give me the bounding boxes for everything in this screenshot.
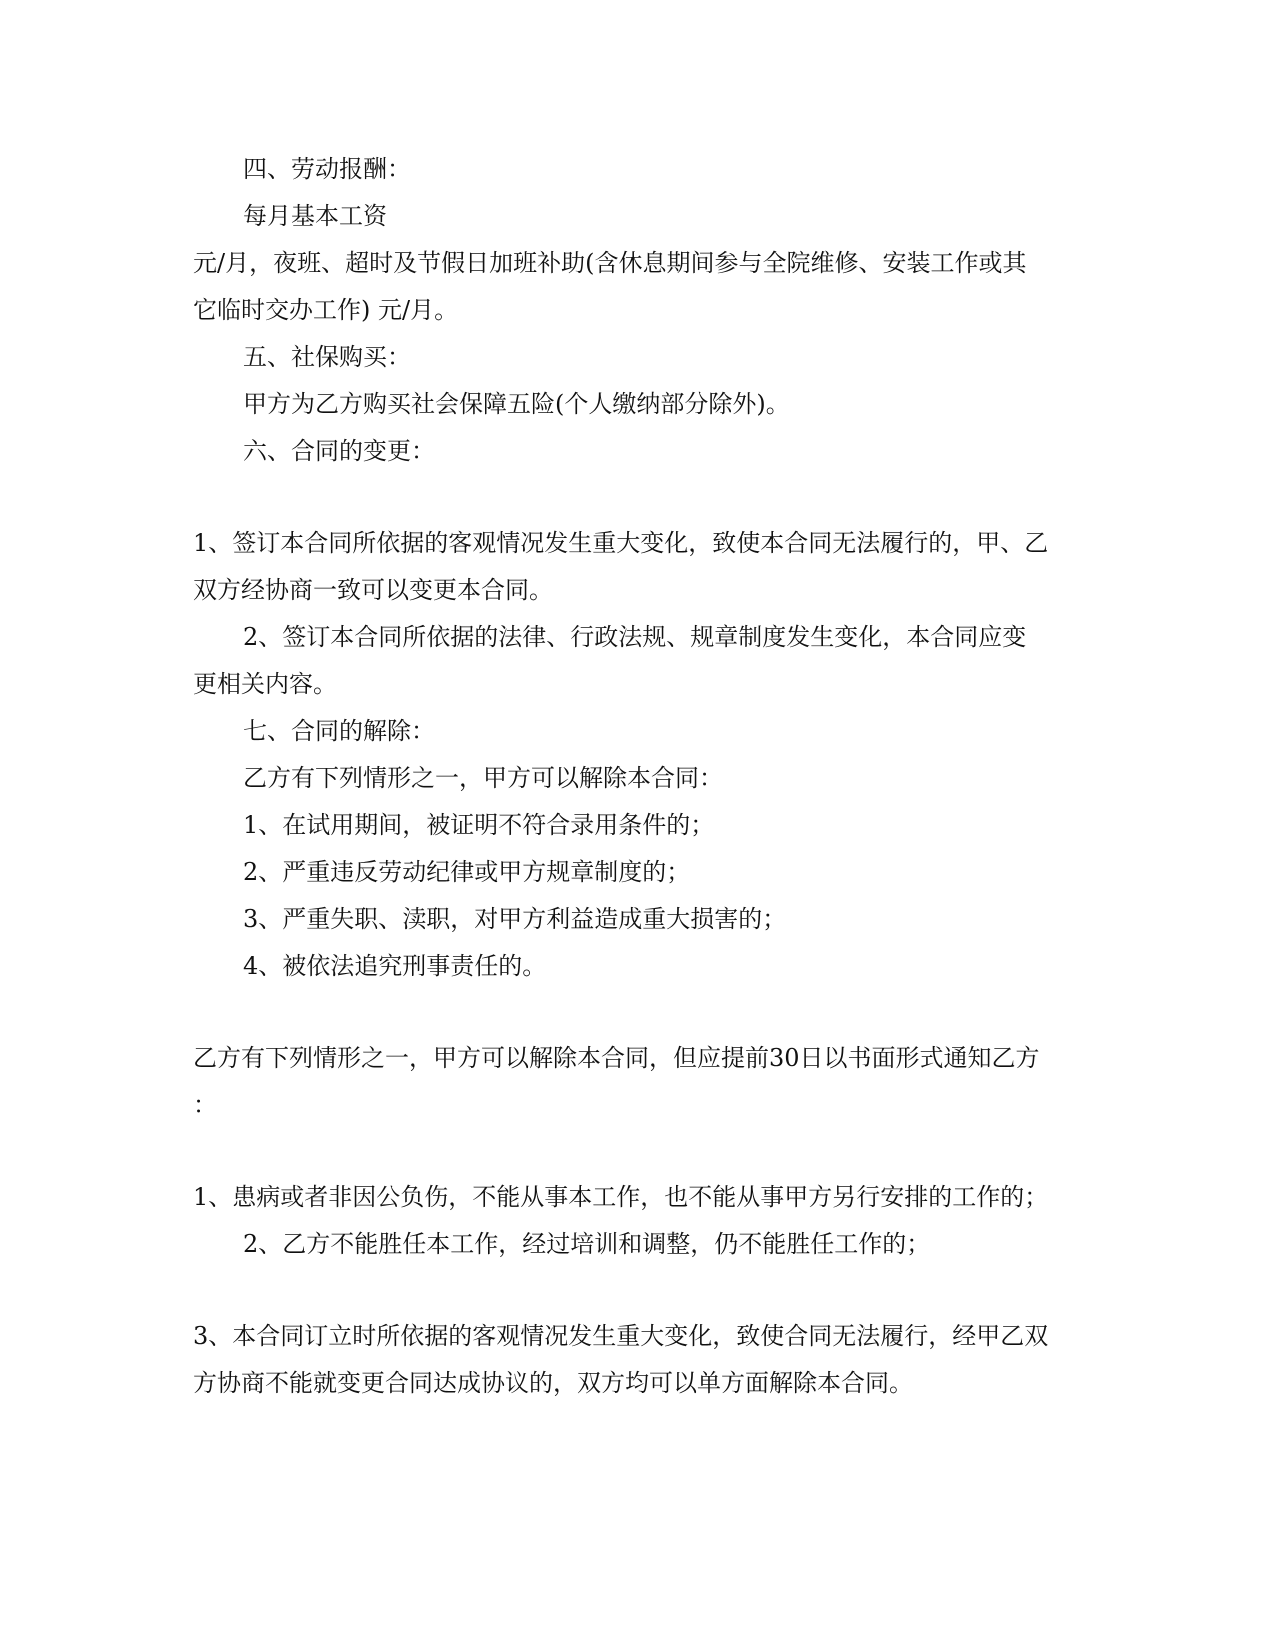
- text-line: 2、签订本合同所依据的法律、行政法规、规章制度发生变化，本合同应变: [243, 623, 1027, 651]
- list-item: 2、严重违反劳动纪律或甲方规章制度的；: [243, 858, 691, 886]
- text-line: 方协商不能就变更合同达成协议的，双方均可以单方面解除本合同。: [193, 1369, 913, 1397]
- section-heading-contract-termination: 七、合同的解除：: [243, 717, 435, 745]
- list-item: 1、患病或者非因公负伤，不能从事本工作，也不能从事甲方另行安排的工作的；: [193, 1183, 1049, 1211]
- section-heading-contract-change: 六、合同的变更：: [243, 437, 435, 465]
- text-line: 乙方有下列情形之一，甲方可以解除本合同：: [243, 764, 723, 792]
- text-line: 更相关内容。: [193, 670, 337, 698]
- text-line: 1、签订本合同所依据的客观情况发生重大变化，致使本合同无法履行的，甲、乙: [193, 529, 1049, 557]
- text-line: 甲方为乙方购买社会保障五险(个人缴纳部分除外)。: [243, 390, 790, 418]
- text-line: 元/月，夜班、超时及节假日加班补助(含休息期间参与全院维修、安装工作或其: [193, 249, 1027, 277]
- text-line: 乙方有下列情形之一，甲方可以解除本合同，但应提前30日以书面形式通知乙方: [193, 1044, 1040, 1072]
- text-line: 双方经协商一致可以变更本合同。: [193, 576, 553, 604]
- section-heading-remuneration: 四、劳动报酬：: [243, 155, 411, 183]
- list-item: 3、严重失职、渎职，对甲方利益造成重大损害的；: [243, 905, 787, 933]
- text-line: ：: [193, 1091, 217, 1119]
- list-item: 4、被依法追究刑事责任的。: [243, 952, 547, 980]
- list-item: 3、本合同订立时所依据的客观情况发生重大变化，致使合同无法履行，经甲乙双: [193, 1322, 1049, 1350]
- list-item: 1、在试用期间，被证明不符合录用条件的；: [243, 811, 715, 839]
- text-line: 每月基本工资: [243, 202, 387, 230]
- text-line: 它临时交办工作) 元/月。: [193, 296, 459, 324]
- section-heading-social-insurance: 五、社保购买：: [243, 343, 411, 371]
- list-item: 2、乙方不能胜任本工作，经过培训和调整，仍不能胜任工作的；: [243, 1230, 931, 1258]
